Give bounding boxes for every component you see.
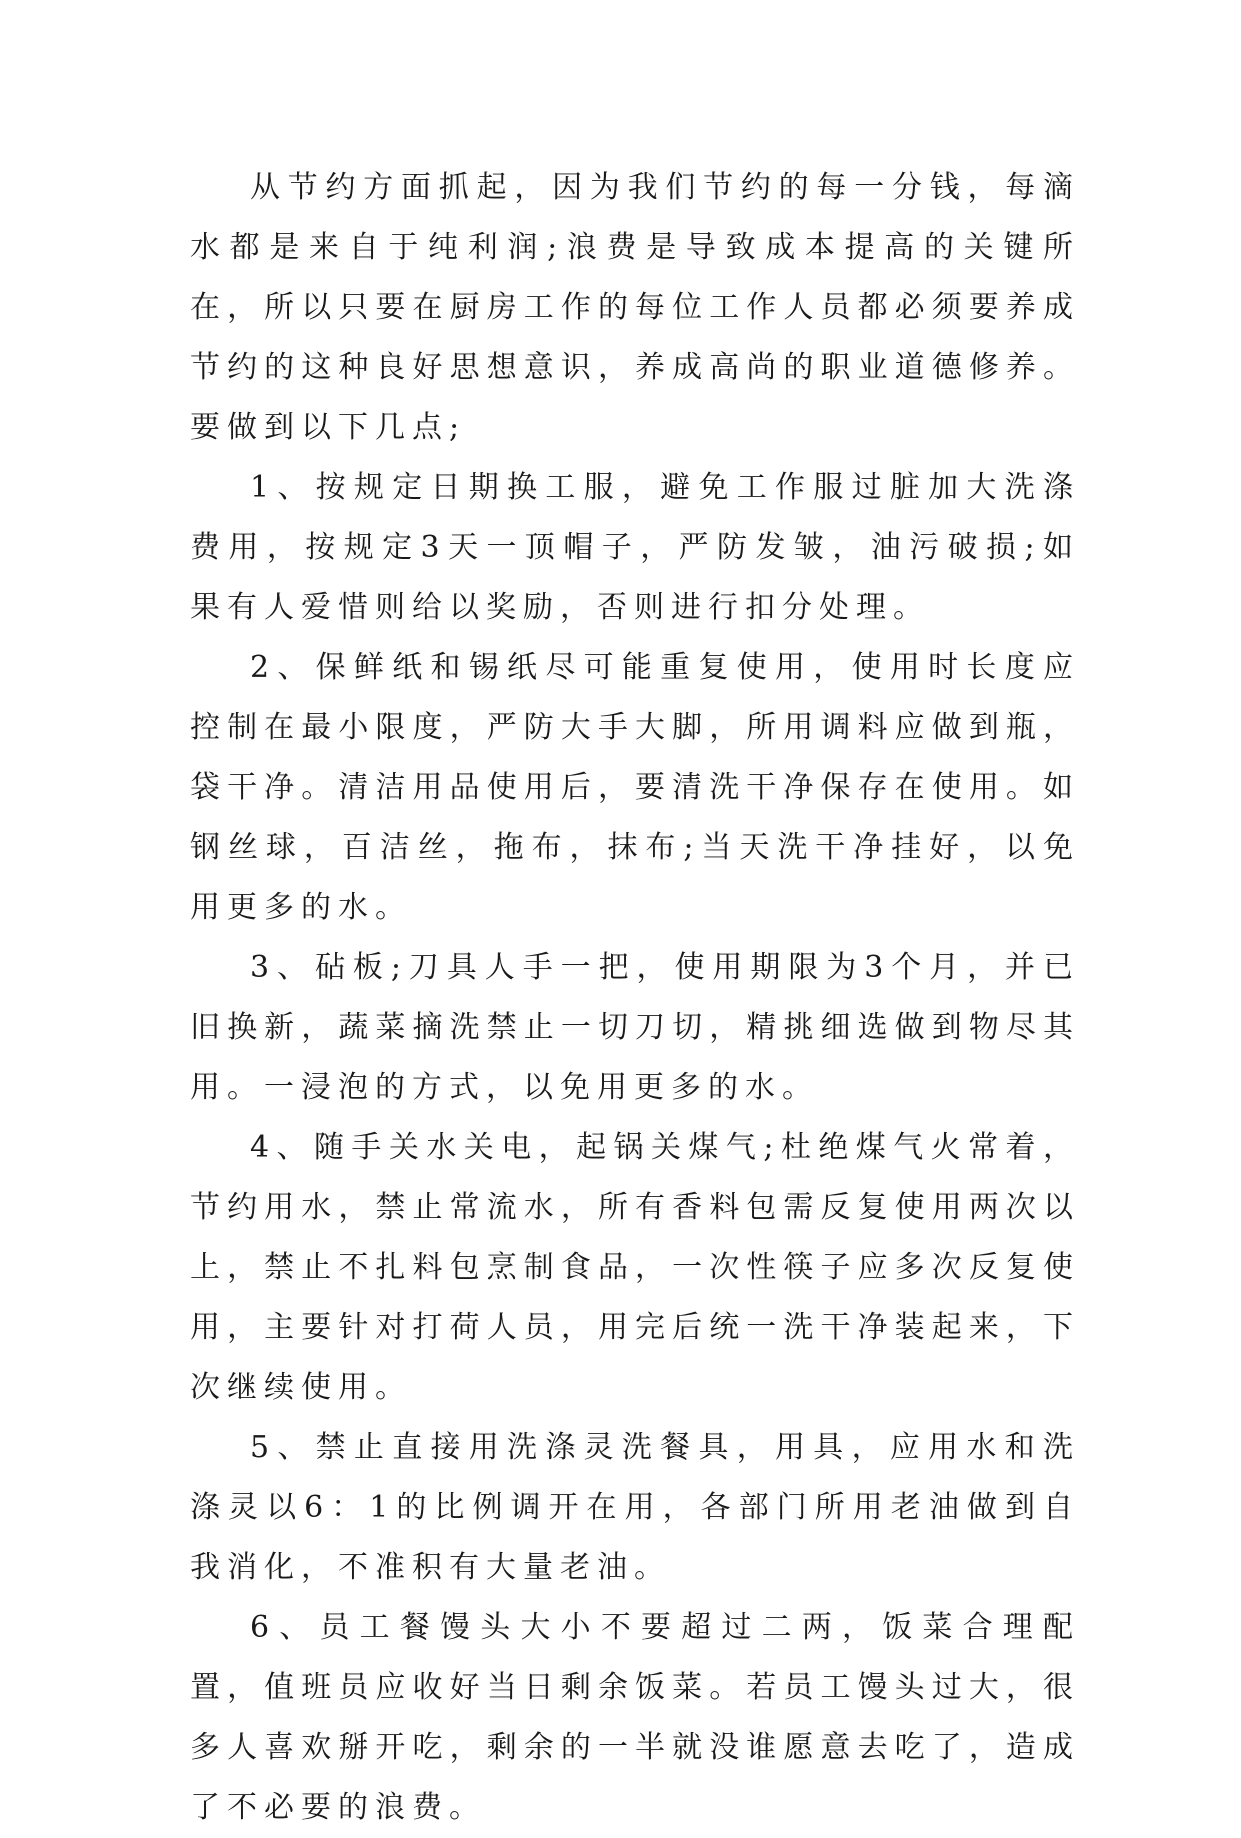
rule-6-paragraph: 6、员工餐馒头大小不要超过二两，饭菜合理配置，值班员应收好当日剩余饭菜。若员工馒头过大，很多人喜欢掰开吃，剩余的一半就没谁愿意去吃了，造成了不必要的浪费。 — [190, 1610, 1080, 1825]
rule-4-paragraph: 4、随手关水关电，起锅关煤气;杜绝煤气火常着，节约用水，禁止常流水，所有香料包需反复使用两次以上，禁止不扎料包烹制食品，一次性筷子应多次反复使用，主要针对打荷人员，用完后统一洗干净装起来，下次继续使用。 — [190, 1130, 1080, 1405]
rule-3-paragraph: 3、砧板;刀具人手一把，使用期限为3个月，并已旧换新，蔬菜摘洗禁止一切刀切，精挑细选做到物尽其用。一浸泡的方式，以免用更多的水。 — [190, 950, 1080, 1105]
rule-1-paragraph: 1、按规定日期换工服，避免工作服过脏加大洗涤费用，按规定3天一顶帽子，严防发皱，油污破损;如果有人爱惜则给以奖励，否则进行扣分处理。 — [190, 470, 1080, 625]
rule-5-paragraph: 5、禁止直接用洗涤灵洗餐具，用具，应用水和洗涤灵以6：1的比例调开在用，各部门所用老油做到自我消化，不准积有大量老油。 — [190, 1430, 1080, 1585]
document-body — [190, 158, 1080, 1838]
intro-paragraph: 从节约方面抓起，因为我们节约的每一分钱，每滴水都是来自于纯利润;浪费是导致成本提高的关键所在，所以只要在厨房工作的每位工作人员都必须要养成节约的这种良好思想意识，养成高尚的职业道德修养。要做到以下几点; — [190, 170, 1080, 445]
rule-2-paragraph: 2、保鲜纸和锡纸尽可能重复使用，使用时长度应控制在最小限度，严防大手大脚，所用调料应做到瓶，袋干净。清洁用品使用后，要清洗干净保存在使用。如钢丝球，百洁丝，拖布，抹布;当天洗干净挂好，以免用更多的水。 — [190, 650, 1080, 925]
